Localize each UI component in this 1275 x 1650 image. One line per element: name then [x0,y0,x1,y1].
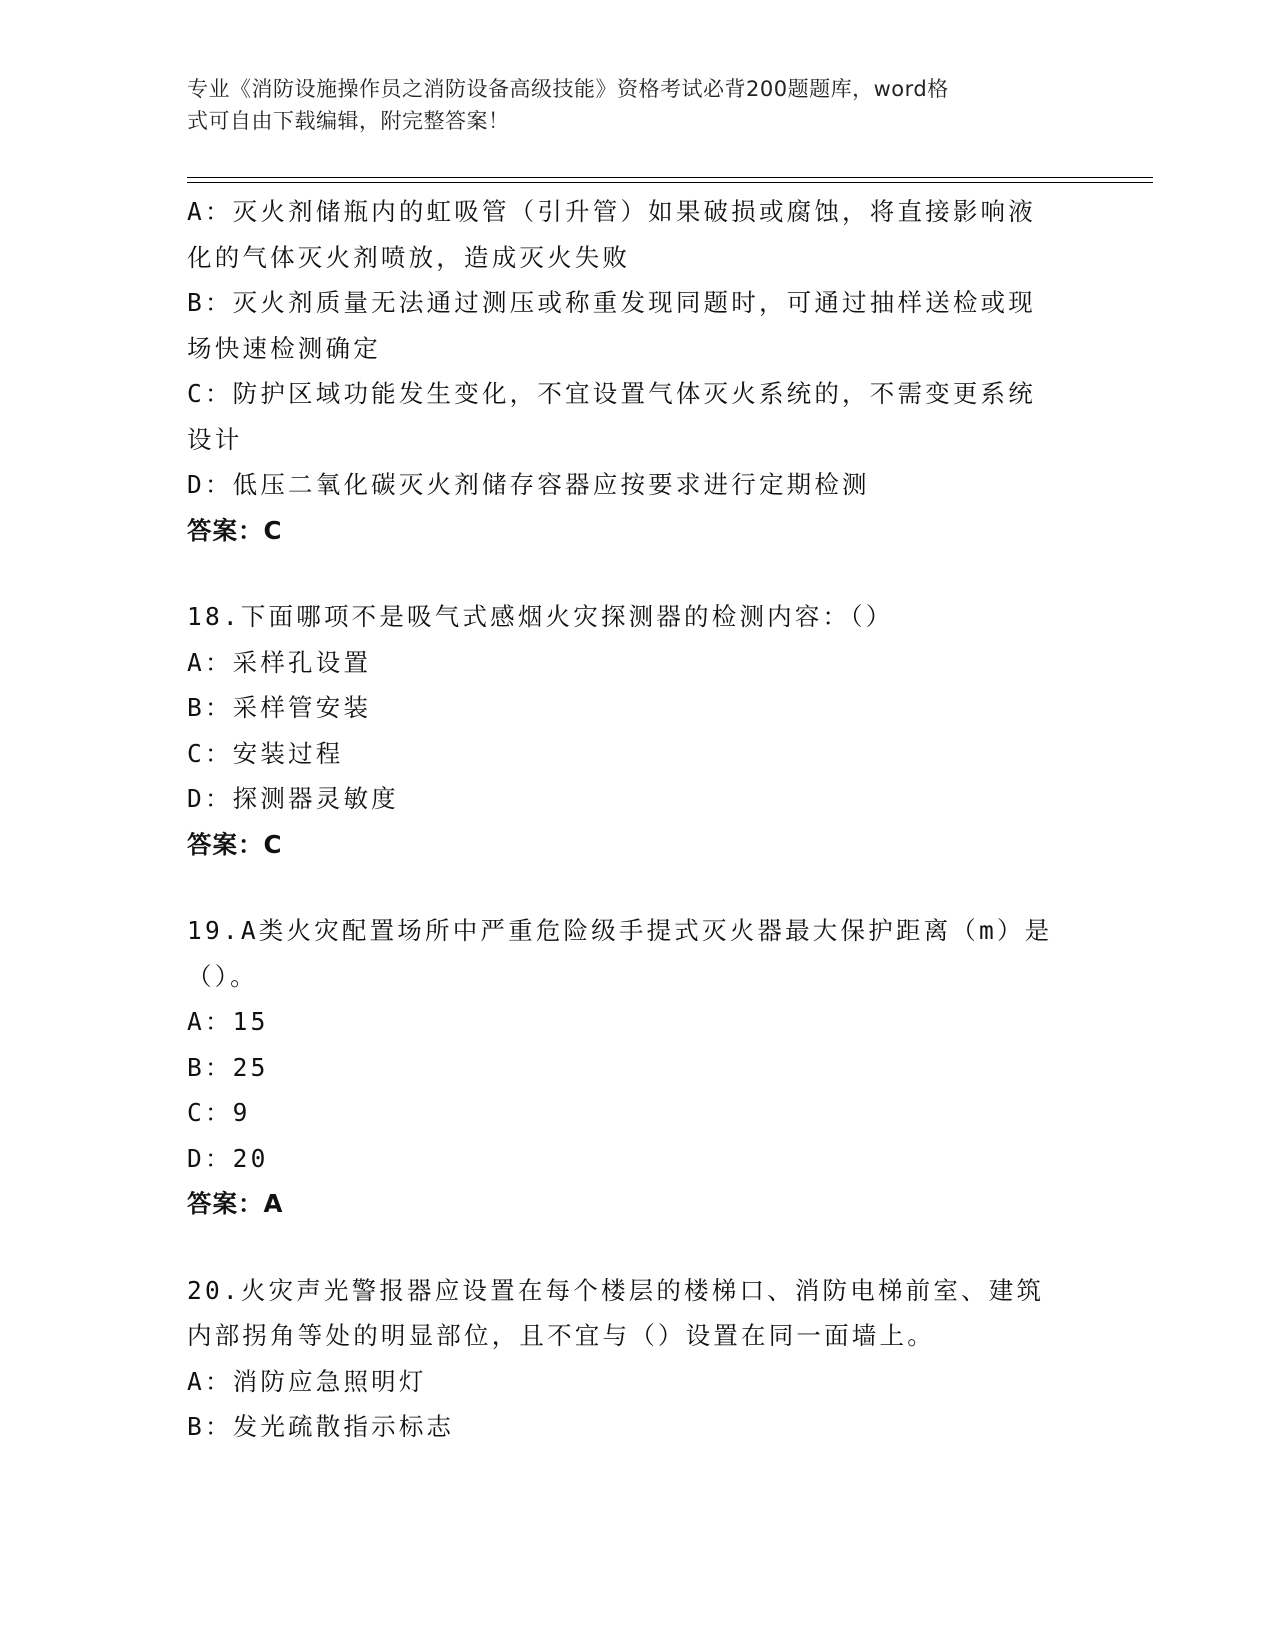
option-b: B：发光疏散指示标志 [187,1412,455,1441]
question-20 [187,1268,1087,1450]
option-a: A：消防应急照明灯 [187,1366,427,1396]
option-a: A：15 [187,1007,269,1036]
question-text-line-1: 20.火灾声光警报器应设置在每个楼层的楼梯口、消防电梯前室、建筑 [187,1275,1045,1305]
spacer [187,553,1087,594]
question-list [187,189,1087,1450]
question-text-line-2: 内部拐角等处的明显部位，且不宜与（）设置在同一面墙上。 [187,1321,935,1350]
option-d: D：探测器灵敏度 [187,784,399,813]
option-b-line-1: B：灭火剂质量无法通过测压或称重发现同题时，可通过抽样送检或现 [187,288,1036,317]
option-b: B：采样管安装 [187,693,372,722]
header-divider-bottom [187,182,1153,183]
answer: 答案：A [187,1189,284,1218]
option-c-line-2: 设计 [187,424,243,454]
header-line-2: 式可自由下载编辑，附完整答案！ [187,109,510,133]
question-text-line-2: （）。 [187,961,258,991]
option-b: B：25 [187,1052,269,1082]
answer: 答案：C [187,829,283,859]
option-a-line-2: 化的气体灭火剂喷放，造成灭火失败 [187,242,631,272]
spacer [187,867,1087,908]
header-divider-top [187,177,1153,178]
spacer [187,1227,1087,1268]
answer: 答案：C [187,515,283,545]
option-d: D：低压二氧化碳灭火剂储存容器应按要求进行定期检测 [187,470,870,499]
option-c-line-1: C：防护区域功能发生变化，不宜设置气体灭火系统的，不需变更系统 [187,379,1036,408]
document-header [187,73,1067,137]
question-17-continued [187,189,1087,553]
option-c: C：9 [187,1098,251,1127]
option-c: C：安装过程 [187,738,344,768]
option-a: A：采样孔设置 [187,647,372,677]
option-d: D：20 [187,1143,269,1173]
option-a-line-1: A：灭火剂储瓶内的虹吸管（引升管）如果破损或腐蚀，将直接影响液 [187,197,1036,226]
question-text: 18.下面哪项不是吸气式感烟火灾探测器的检测内容：（） [187,602,894,631]
option-b-line-2: 场快速检测确定 [187,333,381,363]
header-line-1: 专业《消防设施操作员之消防设备高级技能》资格考试必背200题题库，word格 [187,77,949,101]
question-19 [187,908,1087,1227]
question-text-line-1: 19.A类火灾配置场所中严重危险级手提式灭火器最大保护距离（m）是 [187,916,1053,945]
question-18 [187,594,1087,867]
